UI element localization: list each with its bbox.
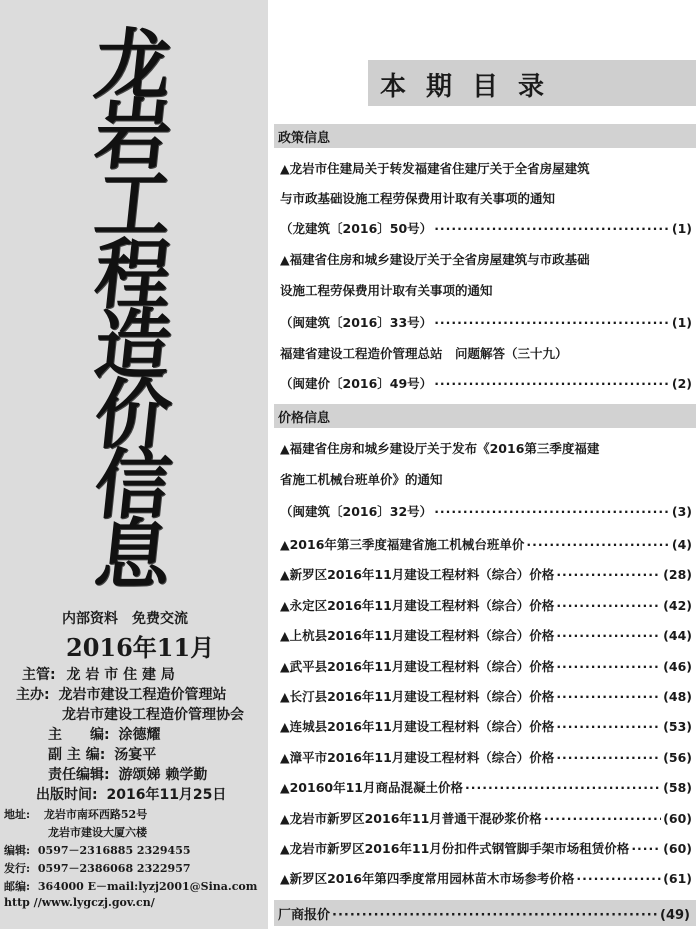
section-policy (274, 124, 696, 148)
title-char: 价 (90, 370, 176, 459)
pub-time-value: 2016年11月25日 (106, 787, 227, 803)
toc-entry[interactable] (280, 656, 692, 678)
toc-entry-text: ▲龙岩市新罗区2016年11月普通干混砂浆价格 (280, 810, 542, 826)
leader-dots (556, 716, 661, 738)
page-number: (48) (663, 689, 692, 704)
toc-entry[interactable] (280, 868, 692, 890)
sponsor-value-2: 龙岩市建设工程造价管理协会 (62, 707, 244, 723)
page-number: (61) (663, 871, 692, 887)
leader-dots (556, 686, 661, 708)
section-label: 政策信息 (278, 131, 331, 146)
page-number: (2) (671, 376, 692, 391)
sponsor-row (16, 684, 226, 704)
pub-time-row (36, 784, 226, 804)
page-number: (1) (671, 315, 692, 330)
toc-entry[interactable] (280, 373, 692, 395)
toc-header (368, 60, 696, 106)
toc-entry[interactable] (280, 625, 692, 647)
edit-phone-label: 编辑: (4, 844, 31, 857)
leader-dots (332, 908, 658, 923)
toc-entry[interactable] (280, 838, 692, 860)
page-number: (60) (663, 841, 692, 856)
toc-entry[interactable] (280, 218, 692, 240)
sponsor-row-2 (62, 704, 244, 724)
toc-entry-text: ▲漳平市2016年11月建设工程材料（综合）价格 (280, 749, 555, 765)
leader-dots (434, 501, 670, 523)
page-number: (46) (663, 658, 692, 674)
title-char: 程 (90, 230, 176, 319)
issue-phone-row (4, 860, 191, 876)
toc-entry-text[interactable]: ▲福建省住房和城乡建设厅关于全省房屋建筑与市政基础 (280, 252, 590, 267)
resp-editor-label: 责任编辑: (48, 767, 110, 783)
toc-entry-text: ▲2016年第三季度福建省施工机械台班单价 (280, 537, 525, 552)
deputy-editor-label: 副 主 编: (48, 747, 106, 763)
toc-entry[interactable] (280, 534, 692, 556)
toc-entry-text: ▲连城县2016年11月建设工程材料（综合）价格 (280, 719, 555, 735)
toc-title: 本期目录 (380, 72, 565, 102)
toc-entry-text: ▲上杭县2016年11月建设工程材料（综合）价格 (280, 628, 555, 644)
chief-editor-row (48, 724, 160, 744)
page-number: (56) (663, 749, 692, 765)
toc-entry-text: ▲龙岩市新罗区2016年11月份扣件式钢管脚手架市场租赁价格 (280, 841, 630, 856)
toc-entry-text[interactable]: 福建省建设工程造价管理总站 问题解答（三十九） (280, 346, 568, 361)
postal-label: 邮编: (4, 880, 31, 893)
edit-phone-row (4, 842, 191, 858)
leader-dots (576, 868, 661, 890)
title-char: 岩 (90, 90, 176, 179)
resp-editor-value: 游颂娣 赖学勤 (118, 767, 208, 783)
magazine-title (78, 20, 188, 599)
toc-entry-text: ▲长汀县2016年11月建设工程材料（综合）价格 (280, 689, 555, 704)
toc-entry-text: ▲新罗区2016年第四季度常用园林苗木市场参考价格 (280, 871, 575, 887)
page-number: (42) (663, 597, 692, 613)
cover-panel (0, 0, 268, 929)
title-char: 龙 (90, 20, 176, 109)
title-char: 工 (90, 160, 176, 249)
title-char: 信 (90, 440, 176, 529)
leader-dots (556, 595, 661, 617)
page-number: (3) (671, 504, 692, 519)
toc-entry[interactable] (280, 747, 692, 769)
address-value-1: 龙岩市南环西路52号 (43, 808, 148, 821)
supervisor-value: 龙 岩 市 住 建 局 (66, 667, 175, 683)
supervisor-label: 主管: (22, 667, 56, 683)
issue-phone-value: 0597－2386068 2322957 (37, 862, 191, 875)
sponsor-label: 主办: (16, 687, 50, 703)
deputy-editor-row (48, 744, 156, 764)
issue-phone-label: 发行: (4, 862, 31, 875)
toc-entry-text: （龙建筑〔2016〕50号） (280, 221, 433, 236)
page-number: (1) (671, 221, 692, 236)
address-row (4, 806, 147, 822)
toc-entry-text[interactable]: 与市政基础设施工程劳保费用计取有关事项的通知 (280, 191, 556, 206)
leader-dots (434, 312, 670, 334)
toc-entry[interactable] (280, 808, 692, 830)
page-number: (44) (663, 628, 692, 644)
toc-entry-text: ▲武平县2016年11月建设工程材料（综合）价格 (280, 658, 555, 674)
ads-label[interactable]: 厂商报价 (278, 908, 331, 923)
section-label: 价格信息 (278, 411, 331, 426)
leader-dots (544, 808, 661, 830)
toc-panel (268, 0, 696, 929)
sponsor-value-1: 龙岩市建设工程造价管理站 (58, 687, 227, 703)
leader-dots (434, 373, 670, 395)
page-number: (4) (671, 537, 692, 552)
toc-entry-text: ▲20160年11月商品混凝土价格 (280, 780, 463, 796)
toc-entry[interactable] (280, 777, 692, 799)
leader-dots (526, 534, 669, 556)
page-number: (60) (663, 810, 692, 826)
leader-dots (556, 656, 661, 678)
toc-entry[interactable] (280, 595, 692, 617)
page-number: (58) (663, 780, 692, 796)
address-label: 地址: (4, 808, 31, 821)
supervisor-row (22, 664, 175, 684)
section-price (274, 404, 696, 428)
leader-dots (631, 838, 661, 860)
issue-date: 2016年11月 (66, 633, 215, 662)
leader-dots (556, 747, 661, 769)
deputy-editor-value: 汤宴平 (114, 747, 157, 763)
website: http //www.lygczj.gov.cn/ (4, 896, 155, 909)
page-number: (28) (663, 567, 692, 583)
toc-entry-text[interactable]: ▲福建省住房和城乡建设厅关于发布《2016第三季度福建 (280, 441, 600, 456)
toc-entry[interactable] (280, 312, 692, 334)
title-char: 造 (90, 300, 176, 389)
toc-entry-text[interactable]: 设施工程劳保费用计取有关事项的通知 (280, 283, 493, 298)
toc-entry[interactable] (280, 686, 692, 708)
toc-entry[interactable] (280, 564, 692, 586)
page-number: (49) (660, 908, 690, 923)
title-char: 息 (90, 510, 176, 599)
postal-value: 364000 E－mail:lyzj2001@Sina.com (37, 880, 258, 893)
toc-entry-text: ▲新罗区2016年11月建设工程材料（综合）价格 (280, 567, 555, 583)
toc-entry-text: （闽建筑〔2016〕32号） (280, 504, 433, 519)
pub-time-label: 出版时间: (36, 787, 98, 803)
address-row-2 (48, 824, 147, 840)
address-value-2: 龙岩市建设大厦六楼 (48, 826, 147, 839)
leader-dots (556, 564, 661, 586)
chief-editor-value: 涂德耀 (118, 727, 161, 743)
chief-editor-label: 主 编: (48, 727, 110, 743)
website-row (4, 896, 155, 909)
toc-entry-text[interactable]: ▲龙岩市住建局关于转发福建省住建厅关于全省房屋建筑 (280, 161, 590, 176)
leader-dots (434, 218, 670, 240)
resp-editor-row (48, 764, 207, 784)
postal-row (4, 878, 257, 894)
leader-dots (556, 625, 661, 647)
internal-notice: 内部资料 免费交流 (62, 611, 188, 627)
section-ads (274, 900, 696, 926)
toc-entry[interactable] (280, 716, 692, 738)
toc-entry-text[interactable]: 省施工机械台班单价》的通知 (280, 472, 443, 487)
toc-entry[interactable] (280, 501, 692, 523)
toc-entry-text: （闽建筑〔2016〕33号） (280, 315, 433, 330)
page-number: (53) (663, 719, 692, 735)
toc-entry-text: ▲永定区2016年11月建设工程材料（综合）价格 (280, 597, 555, 613)
leader-dots (465, 777, 661, 799)
edit-phone-value: 0597－2316885 2329455 (37, 844, 191, 857)
toc-entry-text: （闽建价〔2016〕49号） (280, 376, 433, 391)
